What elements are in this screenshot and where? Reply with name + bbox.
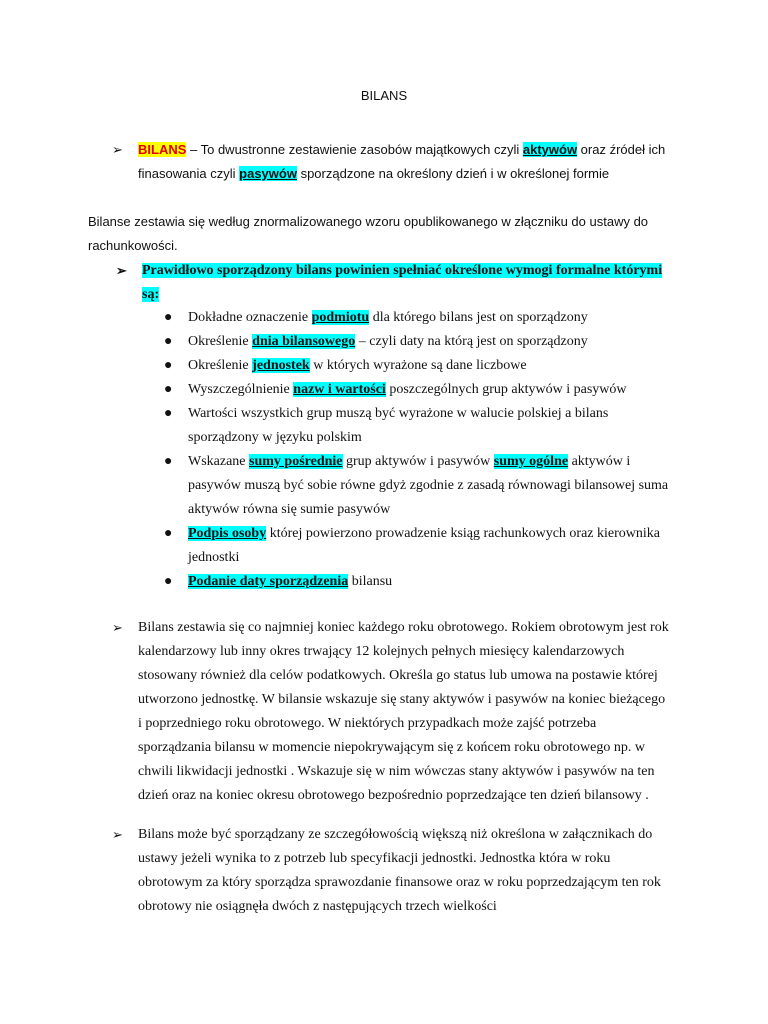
list-item: ● Podanie daty sporządzenia bilansu bbox=[164, 570, 724, 594]
bullet-icon: ● bbox=[164, 454, 173, 469]
highlight-nazw-i-wartosci: nazw i wartości bbox=[293, 382, 386, 397]
intro-paragraph bbox=[88, 210, 728, 258]
bullet-icon: ● bbox=[164, 382, 173, 397]
list-item: ● Wskazane sumy pośrednie grup aktywów i pasywów sumy ogólne aktywów i pasywów muszą być sobie równe gdyż zgodnie z zasadą równowagi bilansowej suma aktywów równa się sumie pasywów bbox=[164, 450, 724, 522]
list-item: ● Określenie dnia bilansowego – czyli daty na którą jest on sporządzony bbox=[164, 330, 724, 354]
arrow-bullet-icon: ➢ bbox=[112, 620, 123, 635]
list-item: ● Określenie jednostek w których wyrażone są dane liczbowe bbox=[164, 354, 724, 378]
highlight-podpis-osoby: Podpis osoby bbox=[188, 526, 267, 541]
list-item: ● Dokładne oznaczenie podmiotu dla którego bilans jest on sporządzony bbox=[164, 306, 724, 330]
bilans-term: BILANS bbox=[138, 142, 187, 157]
highlight-aktywow: aktywów bbox=[522, 142, 578, 157]
definition-line-1: BILANS – To dwustronne zestawienie zasobów majątkowych czyli aktywów oraz źródeł ich bbox=[138, 142, 666, 157]
list-item: ● Wyszczególnienie nazw i wartości poszczególnych grup aktywów i pasywów bbox=[164, 378, 724, 402]
highlight-podanie-daty: Podanie daty sporządzenia bbox=[188, 574, 349, 589]
intro-line-1: Bilanse zestawia się według znormalizowanego wzoru opublikowanego w złączniku do ustawy do bbox=[88, 214, 649, 229]
detail-paragraph: Bilans może być sporządzany ze szczegółowością większą niż określona w załącznikach do ustawy jeżeli wynika to z potrzeb lub specyfikacji jednostki. Jednostka która w roku obrotowym za który sporządza sprawozdanie finansowe oraz w roku poprzedzającym ten rok obrotowy nie osiągnęła dwóch z następujących trzech wielkości bbox=[138, 827, 661, 914]
bullet-icon: ● bbox=[164, 358, 173, 373]
arrow-bullet-icon: ➢ bbox=[116, 263, 127, 278]
arrow-bullet-icon: ➢ bbox=[112, 827, 123, 842]
bullet-icon: ● bbox=[164, 406, 173, 421]
highlight-sumy-ogolne: sumy ogólne bbox=[493, 454, 569, 469]
intro-line-2: rachunkowości. bbox=[88, 238, 178, 253]
bullet-icon: ● bbox=[164, 334, 173, 349]
requirements-list bbox=[164, 306, 724, 594]
highlight-podmiotu: podmiotu bbox=[311, 310, 370, 325]
bullet-icon: ● bbox=[164, 574, 173, 589]
bullet-icon: ● bbox=[164, 310, 173, 325]
annual-balance-paragraph: Bilans zestawia się co najmniej koniec każdego roku obrotowego. Rokiem obrotowym jest rok kalendarzowy lub inny okres trwający 12 kolejnych pełnych miesięcy kalendarzowych stosowany również dla celów podatkowych. Określa go status lub umowa na postawie której utworzono jednostkę. W bilansie wskazuje się stany aktywów i pasywów na koniec bieżącego i poprzedniego roku obrotowego. W niektórych przypadkach może zajść potrzeba sporządzania bilansu w momencie niepokrywającym się z końcem roku obrotowego np. w chwili likwidacji jednostki . Wskazuje się w nim wówczas stany aktywów i pasywów na ten dzień oraz na koniec okresu obrotowego bezpośrednio poprzedzające ten dzień bilansowy . bbox=[138, 620, 669, 803]
page-title: BILANS bbox=[360, 88, 408, 103]
highlight-pasywow: pasywów bbox=[239, 166, 297, 181]
bullet-icon: ● bbox=[164, 526, 173, 541]
highlight-sumy-posrednie: sumy pośrednie bbox=[249, 454, 343, 469]
arrow-bullet-icon: ➢ bbox=[112, 142, 123, 157]
highlight-dnia-bilansowego: dnia bilansowego bbox=[252, 334, 356, 349]
highlight-jednostek: jednostek bbox=[252, 358, 310, 373]
definition-paragraph bbox=[138, 138, 738, 186]
definition-line-2: finasowania czyli pasywów sporządzone na określony dzień i w określonej formie bbox=[138, 166, 610, 181]
list-item: ● Podpis osoby której powierzono prowadzenie ksiąg rachunkowych oraz kierownika jednostki bbox=[164, 522, 724, 570]
list-item: ● Wartości wszystkich grup muszą być wyrażone w walucie polskiej a bilans sporządzony w języku polskim bbox=[164, 402, 724, 450]
requirements-heading: Prawidłowo sporządzony bilans powinien spełniać określone wymogi formalne którymi są: bbox=[142, 263, 663, 302]
